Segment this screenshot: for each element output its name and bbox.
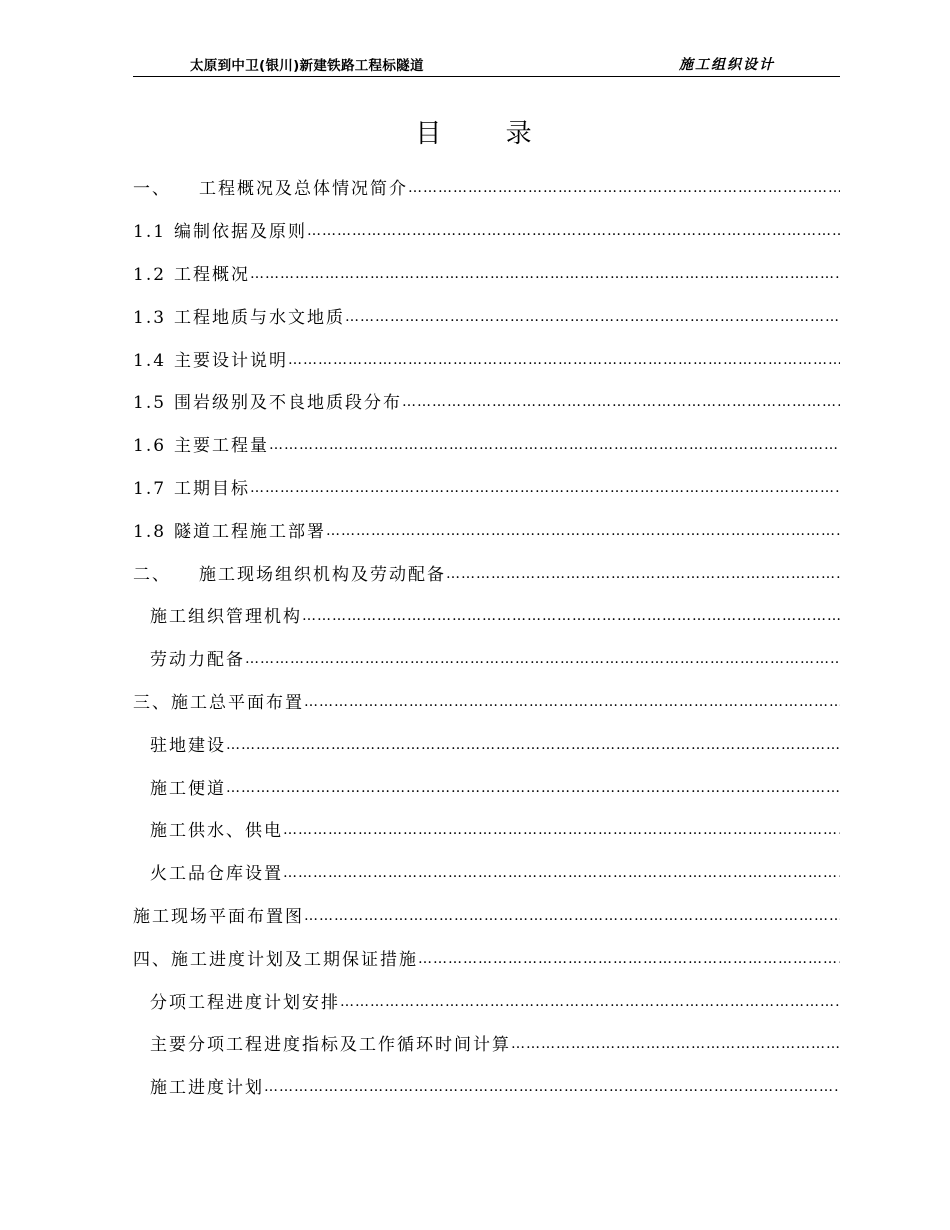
toc-entry-label: 主要设计说明: [174, 351, 289, 371]
toc-entry-label: 工期目标: [174, 479, 251, 499]
toc-entry[interactable]: [150, 640, 840, 670]
toc-entry-label: 施工进度计划及工期保证措施: [171, 950, 418, 970]
toc-entry[interactable]: [133, 212, 840, 242]
toc-entry[interactable]: [150, 769, 840, 799]
toc-entry-number: 二、: [133, 565, 171, 585]
toc-entry-label: 工程概况: [174, 265, 251, 285]
toc-entry-label: 施工便道: [150, 779, 226, 799]
page-title: 目 录: [415, 119, 560, 149]
toc-dot-leader: [418, 949, 840, 970]
toc-dot-leader: [250, 264, 840, 285]
toc-entry[interactable]: [133, 683, 840, 713]
toc-entry-label: 施工总平面布置: [171, 693, 304, 713]
toc-entry[interactable]: [133, 940, 840, 970]
toc-dot-leader: [304, 692, 840, 713]
toc-entry-number: 三、: [133, 693, 171, 713]
toc-entry[interactable]: [133, 426, 840, 456]
toc-entry[interactable]: [133, 512, 840, 542]
toc-entry-number: 1.3: [133, 308, 167, 328]
toc-dot-leader: [250, 478, 840, 499]
toc-dot-leader: [402, 392, 840, 413]
toc-entry[interactable]: [133, 555, 840, 585]
toc-dot-leader: [511, 1034, 840, 1055]
toc-entry[interactable]: [133, 169, 840, 199]
toc-entry[interactable]: [133, 897, 840, 927]
toc-entry-label: 施工现场组织机构及劳动配备: [199, 565, 446, 585]
toc-entry-label: 主要工程量: [174, 436, 270, 456]
toc-entry-number: 1.7: [133, 479, 167, 499]
toc-entry[interactable]: [133, 469, 840, 499]
toc-entry-number: 1.6: [133, 436, 167, 456]
toc-entry[interactable]: [150, 811, 840, 841]
toc-dot-leader: [446, 564, 840, 585]
toc-entry-label: 工程概况及总体情况简介: [199, 179, 408, 199]
toc-entry-label: 劳动力配备: [150, 650, 245, 670]
toc-dot-leader: [288, 350, 840, 371]
toc-entry-number: 四、: [133, 950, 171, 970]
toc-dot-leader: [302, 606, 840, 627]
toc-entry-number: 1.5: [133, 393, 167, 413]
toc-entry-label: 编制依据及原则: [174, 222, 308, 242]
toc-entry[interactable]: [150, 597, 840, 627]
toc-dot-leader: [283, 863, 840, 884]
toc-entry-label: 驻地建设: [150, 736, 226, 756]
toc-entry-label: 施工供水、供电: [150, 821, 283, 841]
toc-entry[interactable]: [150, 726, 840, 756]
toc-entry[interactable]: [133, 255, 840, 285]
toc-dot-leader: [345, 307, 840, 328]
toc-entry-number: 1.4: [133, 351, 167, 371]
header-divider: [133, 76, 840, 77]
toc-entry-number: 1.2: [133, 265, 167, 285]
toc-entry-label: 施工现场平面布置图: [133, 907, 304, 927]
toc-dot-leader: [226, 735, 840, 756]
toc-dot-leader: [408, 178, 840, 199]
toc-dot-leader: [283, 820, 840, 841]
toc-dot-leader: [264, 1077, 840, 1098]
toc-entry[interactable]: [150, 854, 840, 884]
toc-dot-leader: [304, 906, 840, 927]
toc-entry-label: 主要分项工程进度指标及工作循环时间计算: [150, 1035, 511, 1055]
toc-entry[interactable]: [133, 298, 840, 328]
toc-dot-leader: [269, 435, 840, 456]
toc-entry[interactable]: [150, 1068, 840, 1098]
toc-entry-label: 围岩级别及不良地质段分布: [174, 393, 403, 413]
toc-entry[interactable]: [133, 341, 840, 371]
toc-entry[interactable]: [133, 383, 840, 413]
toc-entry[interactable]: [150, 1025, 840, 1055]
toc-dot-leader: [307, 221, 840, 242]
toc-dot-leader: [340, 992, 840, 1013]
toc-entry-number: 1.1: [133, 222, 167, 242]
toc-entry-label: 施工进度计划: [150, 1078, 264, 1098]
toc-entry[interactable]: [150, 983, 840, 1013]
header-document-title: 太原到中卫(银川)新建铁路工程标隧道: [190, 58, 424, 74]
toc-entry-label: 分项工程进度计划安排: [150, 993, 340, 1013]
toc-dot-leader: [226, 778, 840, 799]
toc-entry-label: 工程地质与水文地质: [174, 308, 346, 328]
toc-entry-label: 隧道工程施工部署: [174, 522, 327, 542]
toc-entry-label: 施工组织管理机构: [150, 607, 302, 627]
page-header: [133, 54, 840, 76]
toc-dot-leader: [245, 649, 840, 670]
toc-dot-leader: [326, 521, 840, 542]
header-section-title: 施工组织设计: [679, 57, 775, 73]
toc-entry-label: 火工品仓库设置: [150, 864, 283, 884]
toc-entry-number: 1.8: [133, 522, 167, 542]
toc-entry-number: 一、: [133, 179, 171, 199]
